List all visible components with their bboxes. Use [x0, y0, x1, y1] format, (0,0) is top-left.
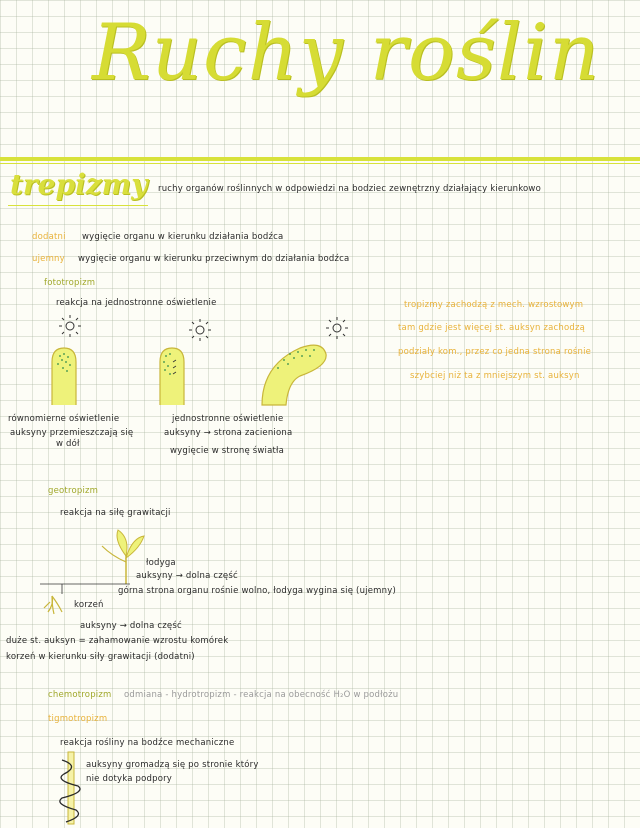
- chemotropizm-text: odmiana - hydrotropizm - reakcja na obecność H₂O w podłożu: [124, 690, 399, 700]
- tendril-support-illustration: [56, 752, 86, 828]
- geotropizm-label: geotropizm: [48, 486, 99, 496]
- sun-icon: [189, 319, 211, 341]
- chemotropizm-label: chemotropizm: [48, 690, 112, 700]
- fototropizm-note-3: podziały kom., przez co jedna strona rośnie: [398, 347, 592, 357]
- korzen-effect-2: korzeń w kierunku siły grawitacji (dodatni): [6, 652, 195, 662]
- fototropizm-note-2: tam gdzie jest więcej st. auksyn zachodzą: [398, 323, 586, 333]
- caption-one-side-3: wygięcie w stronę światła: [170, 446, 285, 456]
- coleoptile-one-side-light: [160, 348, 184, 405]
- trepizmy-heading: trepizmy: [10, 168, 148, 201]
- ujemny-text: wygięcie organu w kierunku przeciwnym do działania bodźca: [78, 254, 350, 264]
- coleoptile-even-light: [52, 348, 76, 405]
- geotropizm-reaction: reakcja na siłę grawitacji: [60, 508, 171, 518]
- title-underline-thin: [0, 163, 640, 164]
- caption-even-light-2: auksyny przemieszczają się: [10, 428, 134, 438]
- korzen-effect-1: duże st. auksyn = zahamowanie wzrostu komórek: [6, 636, 229, 646]
- fototropizm-reaction: reakcja na jednostronne oświetlenie: [56, 298, 217, 308]
- ujemny-label: ujemny: [32, 254, 65, 264]
- caption-even-light-1: równomierne oświetlenie: [8, 414, 120, 424]
- phototropism-illustrations: [0, 310, 380, 410]
- caption-even-light-3: w dół: [56, 439, 80, 449]
- page-title: Ruchy roślin: [92, 8, 601, 98]
- trepizmy-definition: ruchy organów roślinnych w odpowiedzi na bodziec zewnętrzny działający kierunkowo: [158, 184, 541, 194]
- tigmotropizm-text-2: nie dotyka podpory: [86, 774, 173, 784]
- sun-icon: [59, 315, 81, 337]
- caption-one-side-2: auksyny → strona zacieniona: [164, 428, 293, 438]
- korzen-auxin: auksyny → dolna część: [80, 621, 182, 631]
- tigmotropizm-reaction: reakcja rośliny na bodźce mechaniczne: [60, 738, 235, 748]
- root-icon: [44, 596, 62, 614]
- lodyga-auxin: auksyny → dolna część: [136, 571, 238, 581]
- sun-icon: [326, 317, 348, 339]
- coleoptile-bent: [262, 345, 326, 405]
- trepizmy-underline: [8, 205, 148, 206]
- fototropizm-note-4: szybciej niż ta z mniejszym st. auksyn: [410, 371, 580, 381]
- lodyga-effect: górna strona organu rośnie wolno, łodyga wygina się (ujemny): [118, 586, 396, 596]
- tigmotropizm-text-1: auksyny gromadzą się po stronie który: [86, 760, 259, 770]
- tigmotropizm-label: tigmotropizm: [48, 714, 108, 724]
- fototropizm-note-1: tropizmy zachodzą z mech. wzrostowym: [404, 300, 584, 310]
- dodatni-label: dodatni: [32, 232, 66, 242]
- dodatni-text: wygięcie organu w kierunku działania bodźca: [82, 232, 284, 242]
- fototropizm-label: fototropizm: [44, 278, 96, 288]
- korzen-label: korzeń: [74, 600, 104, 610]
- title-underline: [0, 157, 640, 161]
- lodyga-label: łodyga: [146, 558, 176, 568]
- caption-one-side-1: jednostronne oświetlenie: [172, 414, 284, 424]
